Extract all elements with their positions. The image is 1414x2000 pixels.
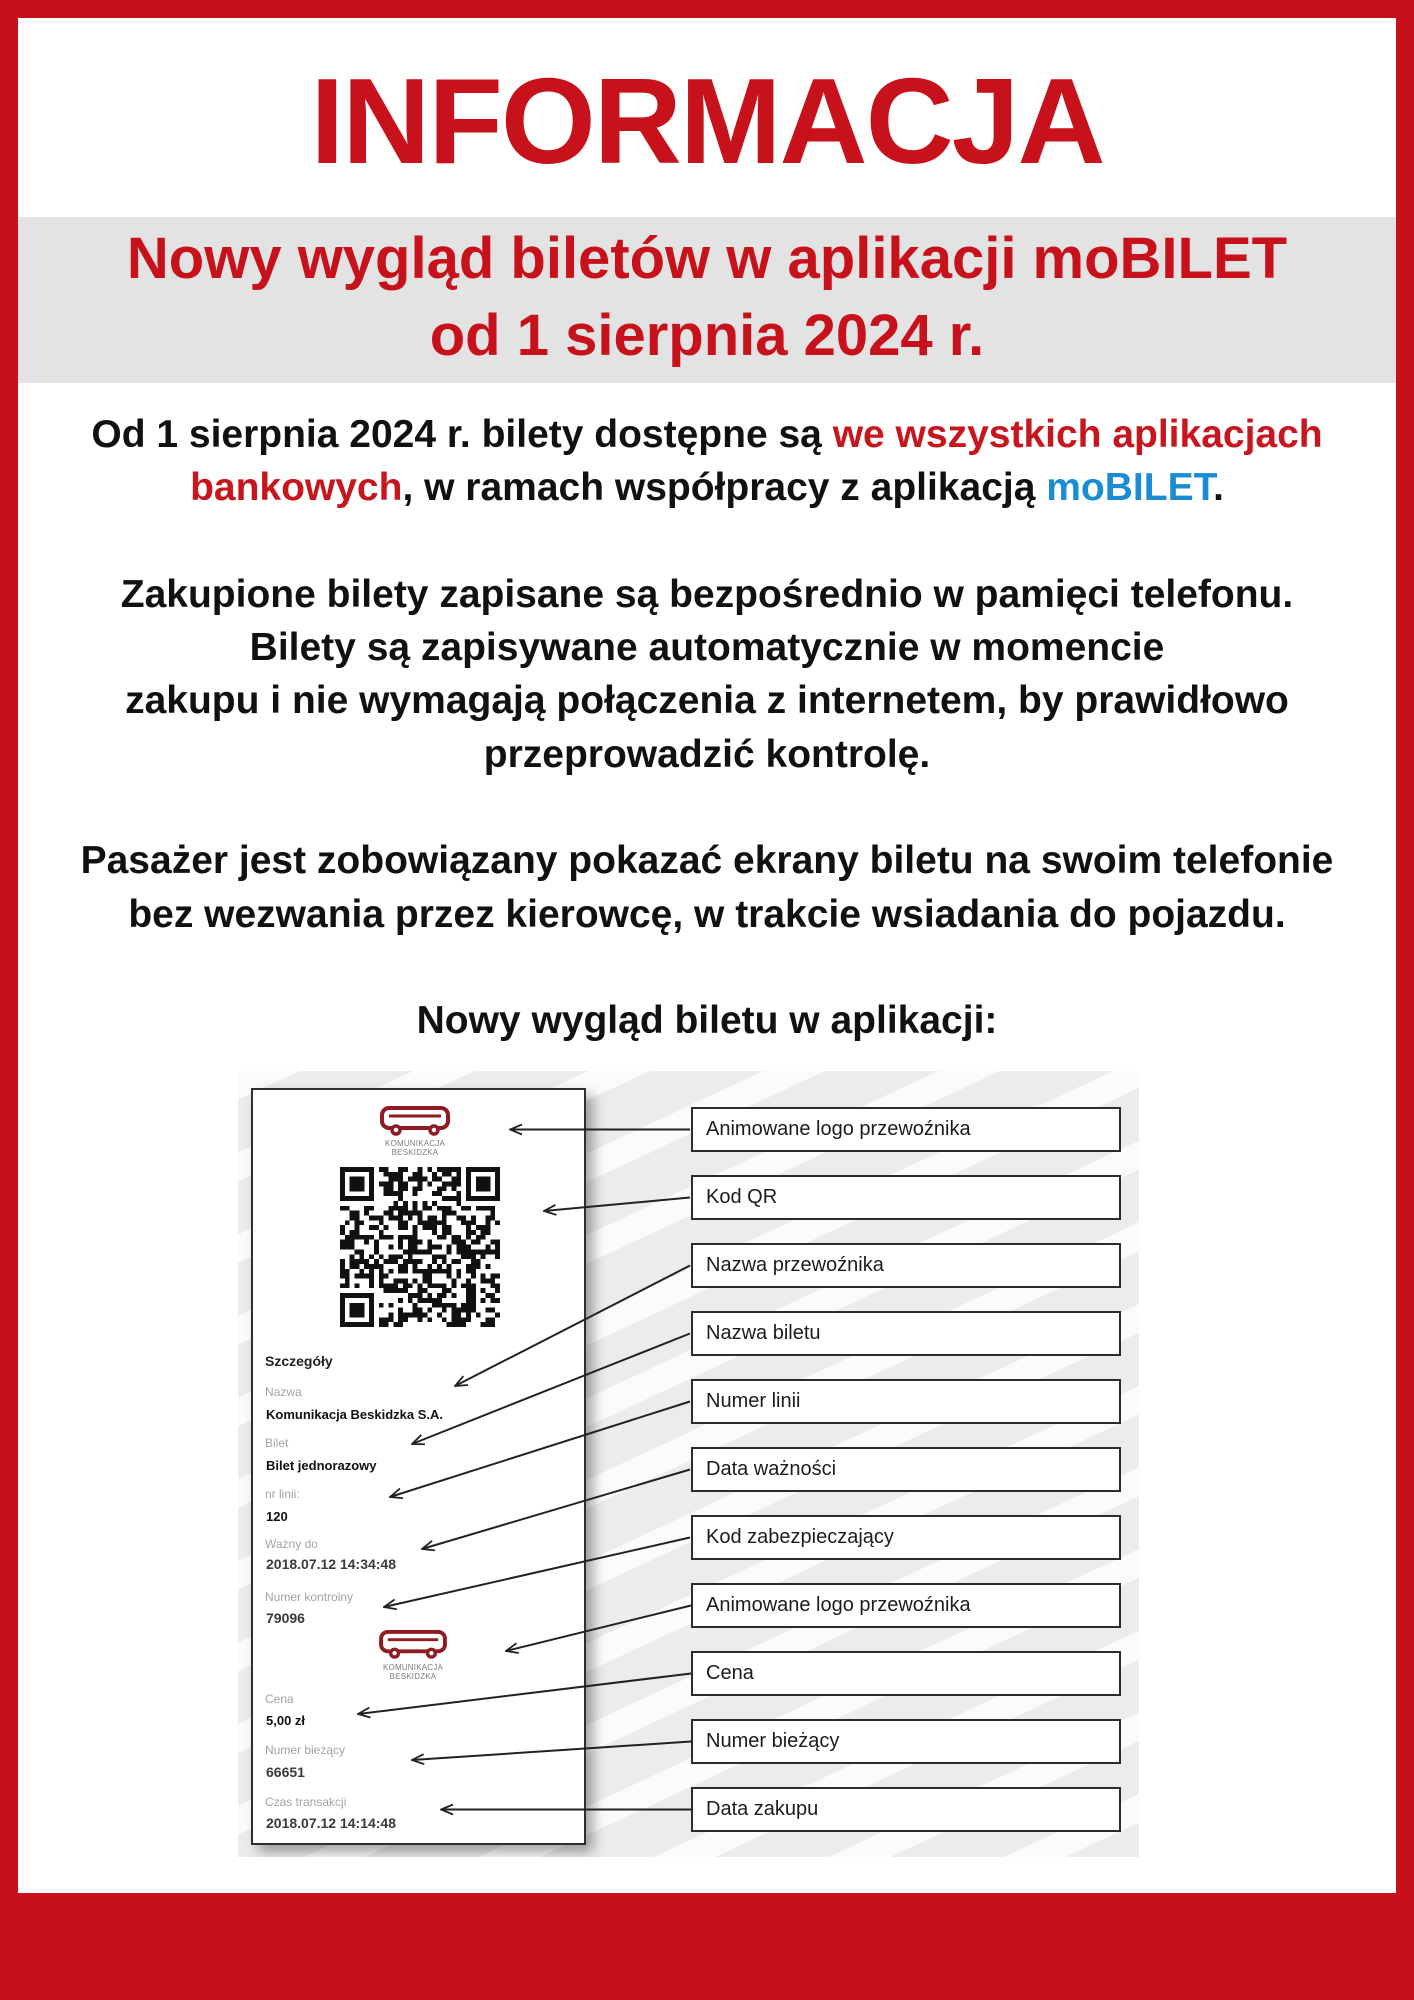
paragraph-3-line-1: Pasażer jest zobowiązany pokazać ekrany biletu na swoim telefonie [80, 839, 1334, 883]
field-value-control-number: 79096 [266, 1610, 305, 1626]
qr-finder-pattern [466, 1167, 500, 1201]
ticket-card [251, 1088, 586, 1845]
field-label-name: Nazwa [265, 1385, 302, 1399]
field-value-price: 5,00 zł [266, 1713, 306, 1728]
callout-animated-logo: Animowane logo przewoźnika [691, 1107, 1121, 1152]
callout-security-code: Kod zabezpieczający [691, 1515, 1121, 1560]
banner-line-1: Nowy wygląd biletów w aplikacji moBILET [126, 226, 1288, 291]
field-value-ticket: Bilet jednorazowy [266, 1458, 377, 1473]
diagram-heading: Nowy wygląd biletu w aplikacji: [416, 999, 998, 1043]
paragraph-2-line-2: Bilety są zapisywane automatycznie w momencie [249, 626, 1165, 670]
field-label-running-number: Numer bieżący [265, 1743, 346, 1757]
callout-price: Cena [691, 1651, 1121, 1696]
bus-icon [379, 1105, 451, 1137]
field-label-transaction-time: Czas transakcji [265, 1795, 347, 1809]
carrier-logo-text-2: BESKIDZKA [391, 1148, 439, 1157]
paragraph-2-line-3: zakupu i nie wymagają połączenia z internetem, by prawidłowo [125, 679, 1289, 723]
field-value-carrier: Komunikacja Beskidzka S.A. [266, 1407, 444, 1422]
banner-line-2: od 1 sierpnia 2024 r. [429, 303, 985, 368]
callout-animated-logo-2: Animowane logo przewoźnika [691, 1583, 1121, 1628]
field-label-valid-until: Ważny do [265, 1537, 318, 1551]
field-label-ticket: Bilet [265, 1436, 289, 1450]
carrier-logo-text-1: KOMUNIKACJA [383, 1663, 443, 1672]
banking-apps-highlight: we wszystkich aplikacjach [832, 413, 1323, 456]
carrier-logo-text-2: BESKIDZKA [389, 1672, 437, 1681]
field-value-line: 120 [266, 1509, 288, 1524]
callout-qr-code: Kod QR [691, 1175, 1121, 1220]
field-value-running-number: 66651 [266, 1764, 305, 1780]
body-text [18, 408, 1396, 1048]
qr-finder-pattern [340, 1293, 374, 1327]
announcement-banner [18, 217, 1396, 383]
callout-line-number: Numer linii [691, 1379, 1121, 1424]
field-label-price: Cena [265, 1692, 294, 1706]
callout-ticket-name: Nazwa biletu [691, 1311, 1121, 1356]
paragraph-1-end: . [1213, 466, 1224, 510]
field-label-line: nr linii: [265, 1487, 300, 1501]
callout-carrier-name: Nazwa przewoźnika [691, 1243, 1121, 1288]
field-value-transaction-time: 2018.07.12 14:14:48 [266, 1815, 396, 1831]
callout-purchase-date: Data zakupu [691, 1787, 1121, 1832]
paragraph-2-line-1: Zakupione bilety zapisane są bezpośrednio w pamięci telefonu. [120, 572, 1294, 616]
paragraph-1-line-1 [18, 408, 1396, 461]
callout-valid-until: Data ważności [691, 1447, 1121, 1492]
paragraph-3-line-2: bez wezwania przez kierowcę, w trakcie wsiadania do pojazdu. [128, 892, 1286, 936]
bottom-red-band [0, 1893, 1414, 2000]
qr-code-icon [340, 1167, 500, 1327]
paragraph-2-line-4: przeprowadzić kontrolę. [483, 732, 931, 776]
paragraph-1-text: Od 1 sierpnia 2024 r. bilety dostępne są [91, 413, 833, 456]
field-label-control-number: Numer kontrolny [265, 1590, 354, 1604]
banking-apps-highlight-end: bankowych [190, 466, 403, 510]
bus-icon [378, 1629, 448, 1660]
field-value-valid-until: 2018.07.12 14:34:48 [266, 1556, 396, 1572]
carrier-logo-text-1: KOMUNIKACJA [385, 1139, 445, 1148]
qr-finder-pattern [340, 1167, 374, 1201]
paragraph-1-line-2 [18, 461, 1396, 514]
details-heading: Szczegóły [265, 1353, 333, 1369]
paragraph-1-text-2: , w ramach współpracy z aplikacją [402, 466, 1047, 510]
app-name: moBILET [1046, 466, 1214, 510]
ticket-diagram [238, 1071, 1139, 1857]
poster-title: INFORMACJA [310, 53, 1104, 189]
callout-running-number: Numer bieżący [691, 1719, 1121, 1764]
